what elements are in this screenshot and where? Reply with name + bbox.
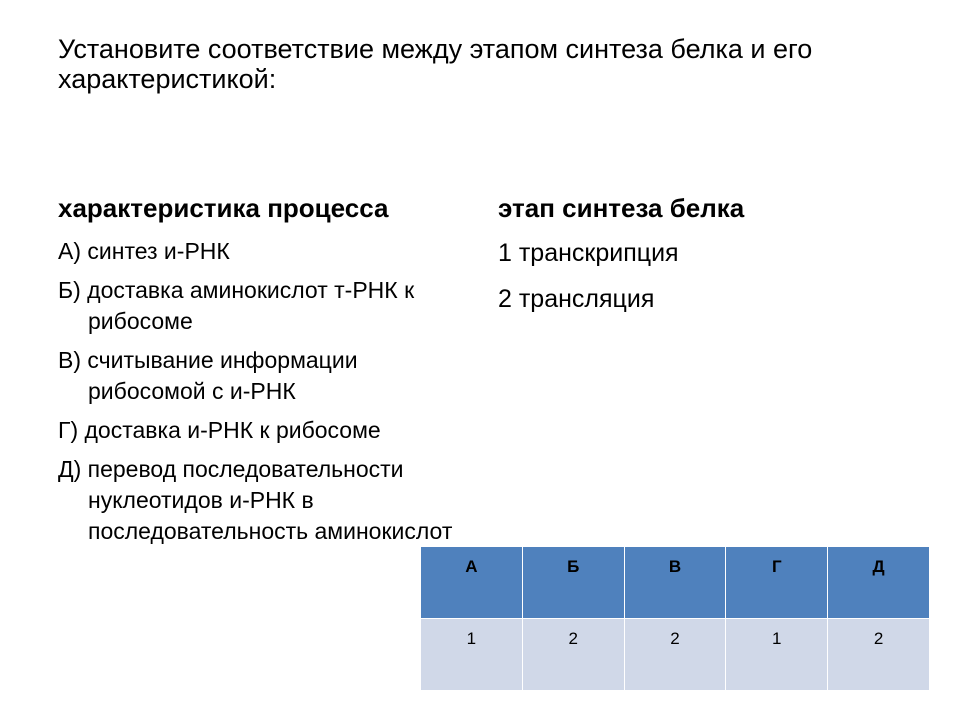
answer-table-value-row [421,619,930,691]
characteristics-heading: характеристика процесса [58,193,389,223]
answer-value-cell: 2 [624,619,726,691]
stages-column [498,192,918,328]
answer-value-cell: 1 [421,619,523,691]
answer-value-cell: 2 [828,619,930,691]
answer-header-cell: А [421,547,523,619]
answer-table [420,546,930,691]
answer-header-cell: Д [828,547,930,619]
characteristic-item-a: А) синтез и-РНК [58,238,230,264]
characteristic-item-v: В) считывание информации рибосомой с и-РНК [58,347,358,404]
page-title: Установите соответствие между этапом синтеза белка и его характеристикой: [58,34,813,94]
answer-header-cell: Б [522,547,624,619]
characteristics-column [58,192,478,555]
answer-value-cell: 2 [522,619,624,691]
characteristic-item-d: Д) перевод последовательности нуклеотидов и-РНК в последовательность аминокислот [58,456,453,544]
characteristic-item-b: Б) доставка аминокислот т-РНК к рибосоме [58,277,415,334]
answer-header-cell: В [624,547,726,619]
answer-header-cell: Г [726,547,828,619]
answer-table-header-row [421,547,930,619]
stages-heading: этап синтеза белка [498,193,745,223]
characteristic-item-g: Г) доставка и-РНК к рибосоме [58,417,381,443]
stage-item-2: 2 трансляция [498,285,655,313]
stage-item-1: 1 транскрипция [498,239,679,267]
answer-value-cell: 1 [726,619,828,691]
